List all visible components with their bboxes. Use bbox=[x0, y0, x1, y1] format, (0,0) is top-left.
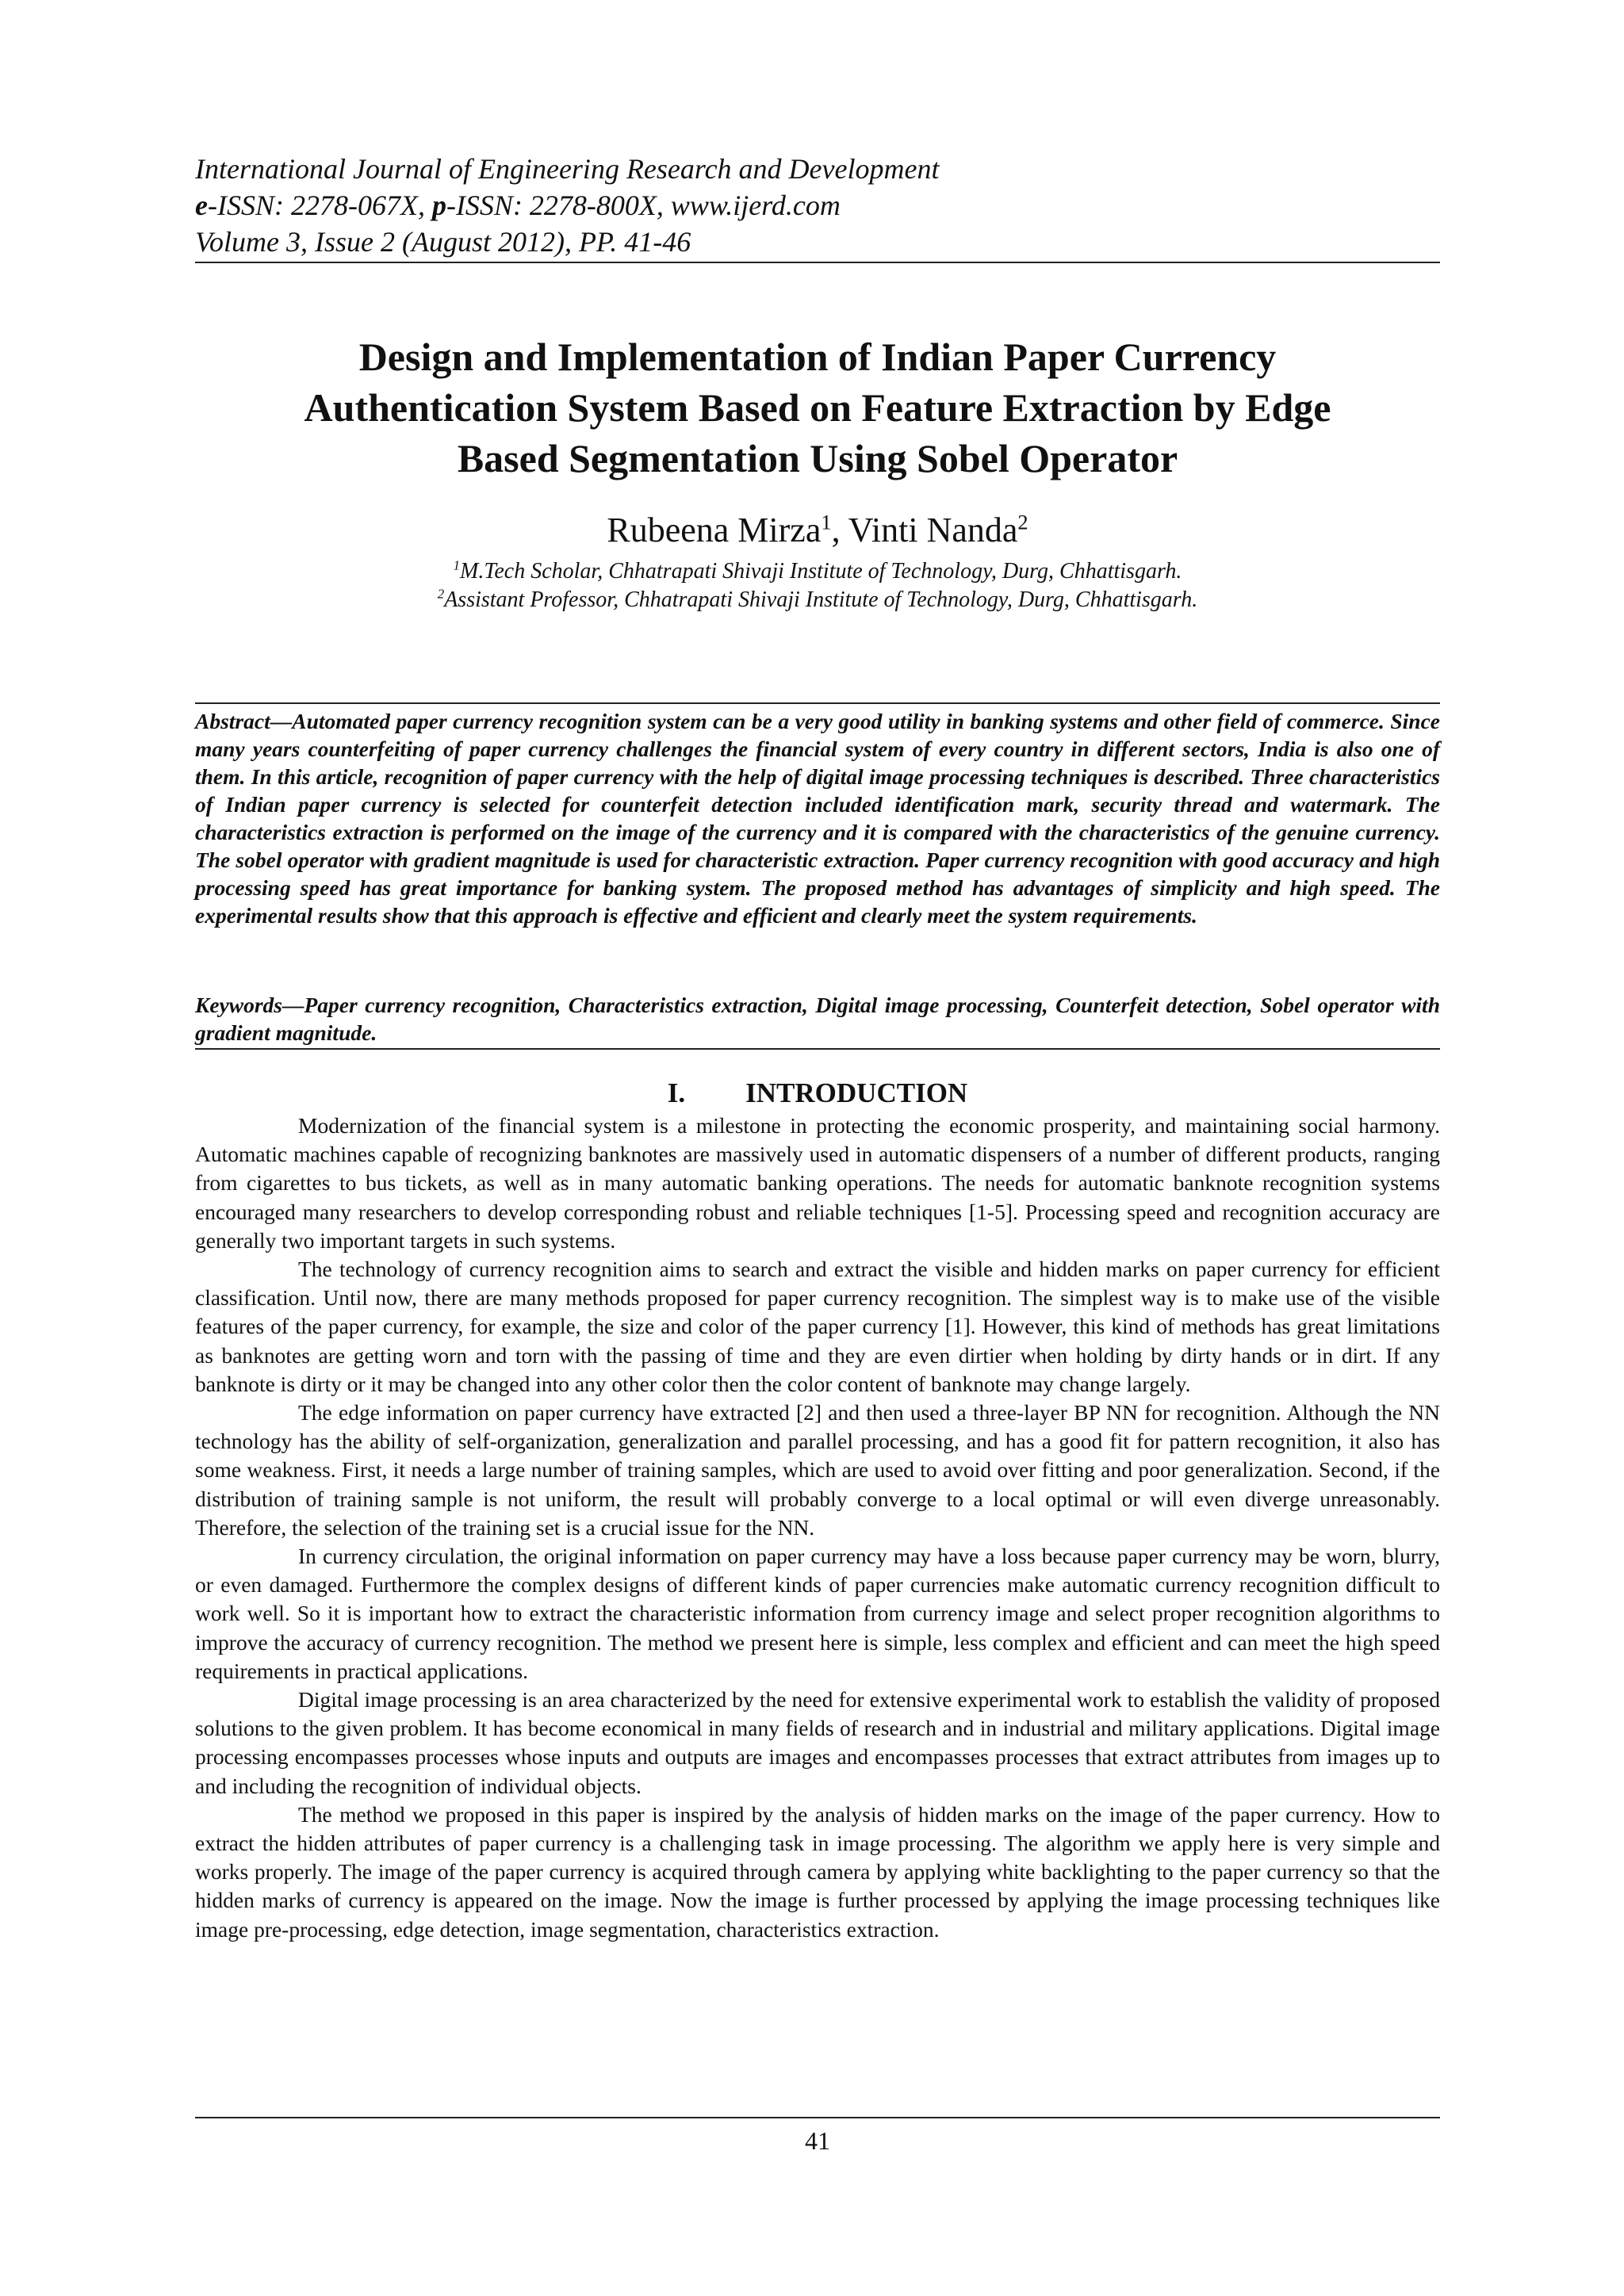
section-heading bbox=[195, 1076, 1440, 1111]
page-number: 41 bbox=[805, 2126, 830, 2155]
author-name: Rubeena Mirza bbox=[607, 511, 822, 549]
journal-header bbox=[195, 151, 1440, 260]
keywords: Keywords—Paper currency recognition, Characteristics extraction, Digital image processing, Counterfeit detection, Sobel operator with gradient magnitude. bbox=[195, 993, 1440, 1045]
author-list: Rubeena Mirza$^1$, Vinti Nanda$^2$ bbox=[607, 510, 1028, 549]
journal-volume: Volume 3, Issue 2 (August 2012), PP. 41-46 bbox=[195, 226, 691, 258]
title-line-3: Based Segmentation Using Sobel Operator bbox=[457, 436, 1178, 480]
abstract-top-rule bbox=[195, 702, 1440, 704]
paragraph: In currency circulation, the original information on paper currency may have a loss because paper currency may be worn, blurry, or even damaged. Furthermore the complex designs of different kinds of paper currencies make automatic currency recognition difficult to work well. So it is important how to extract the characteristic information from currency image and select proper recognition algorithms to improve the accuracy of currency recognition. The method we present here is simple, less complex and efficient and can meet the high speed requirements in practical applications. bbox=[195, 1544, 1440, 1683]
paragraph: Digital image processing is an area characterized by the need for extensive experimental work to establish the validity of proposed solutions to the given problem. It has become economical in many fields of research and in industrial and military applications. Digital image processing encompasses processes whose inputs and outputs are images and encompasses processes that extract attributes from images up to and including the recognition of individual objects. bbox=[195, 1687, 1440, 1798]
journal-name: International Journal of Engineering Research and Development bbox=[195, 153, 940, 185]
introduction-body bbox=[195, 1112, 1440, 1944]
paragraph: The method we proposed in this paper is inspired by the analysis of hidden marks on the image of the paper currency. How to extract the hidden attributes of paper currency is a challenging task in image processing. The algorithm we apply here is very simple and works properly. The image of the paper currency is acquired through camera by applying white backlighting to the paper currency so that the hidden marks of currency is appeared on the image. Now the image is further processed by applying the image processing techniques like image pre-processing, edge detection, image segmentation, characteristics extraction. bbox=[195, 1801, 1440, 1942]
footer-rule bbox=[195, 2117, 1440, 2118]
title-line-1: Design and Implementation of Indian Paper Currency bbox=[358, 335, 1277, 379]
paragraph: The technology of currency recognition aims to search and extract the visible and hidden marks on paper currency for efficient classification. Until now, there are many methods proposed for paper currency recognition. The simplest way is to make use of the visible features of the paper currency, for example, the size and color of the paper currency [1]. However, this kind of methods has great limitations as banknotes are getting worn and torn with the passing of time and they are even dirtier when holding by dirty hands or in dirt. If any banknote is dirty or it may be changed into any other color then the color content of banknote may change largely. bbox=[195, 1257, 1440, 1396]
affiliation-2: $^2$Assistant Professor, Chhatrapati Shivaji Institute of Technology, Durg, Chhattisgarh. bbox=[437, 586, 1198, 612]
paper-title bbox=[195, 331, 1440, 484]
abstract: Abstract—Automated paper currency recognition system can be a very good utility in banking systems and other field of commerce. Since many years counterfeiting of paper currency challenges the financial system of every country in different sectors, India is also one of them. In this article, recognition of paper currency with the help of digital image processing techniques is described. Three characteristics of Indian paper currency is selected for counterfeit detection included identification mark, security thread and watermark. The characteristics extraction is performed on the image of the currency and it is compared with the characteristics of the genuine currency. The sobel operator with gradient magnitude is used for characteristic extraction. Paper currency recognition with good accuracy and high processing speed has great importance for banking system. The proposed method has advantages of simplicity and high speed. The experimental results show that this approach is effective and efficient and clearly meet the system requirements. bbox=[195, 709, 1440, 928]
affiliation-1: $^1$M.Tech Scholar, Chhatrapati Shivaji Institute of Technology, Durg, Chhattisgarh. bbox=[453, 557, 1182, 584]
title-line-2: Authentication System Based on Feature Extraction by Edge bbox=[304, 385, 1331, 430]
author-affiliation-mark: 1 bbox=[821, 510, 832, 534]
paragraph: Modernization of the financial system is a milestone in protecting the economic prosperity, and maintaining social harmony. Automatic machines capable of recognizing banknotes are massively used in automatic dispensers of a number of different products, ranging from cigarettes to bus tickets, as well as in many automatic banking operations. The needs for automatic banknote recognition systems encouraged many researchers to develop corresponding robust and reliable techniques [1-5]. Processing speed and recognition accuracy are generally two important targets in such systems. bbox=[195, 1113, 1440, 1253]
section-title: INTRODUCTION bbox=[745, 1077, 968, 1108]
header-rule bbox=[195, 262, 1440, 263]
paragraph: The edge information on paper currency have extracted [2] and then used a three-layer BP NN for recognition. Although the NN technology has the ability of self-organization, generalization and parallel processing, and has a good fit for pattern recognition, it also has some weakness. First, it needs a large number of training samples, which are used to avoid over fitting and poor generalization. Second, if the distribution of training sample is not uniform, the result will probably converge to a local optimal or will even diverge unreasonably. Therefore, the selection of the training set is a crucial issue for the NN. bbox=[195, 1400, 1440, 1540]
author-name: Vinti Nanda bbox=[848, 511, 1018, 549]
keywords-bottom-rule bbox=[195, 1048, 1440, 1050]
author-affiliation-mark: 2 bbox=[1017, 510, 1028, 534]
section-number: I. bbox=[667, 1077, 686, 1108]
journal-issn: e-ISSN: 2278-067X, p-ISSN: 2278-800X, www.ijerd.com bbox=[195, 189, 841, 221]
